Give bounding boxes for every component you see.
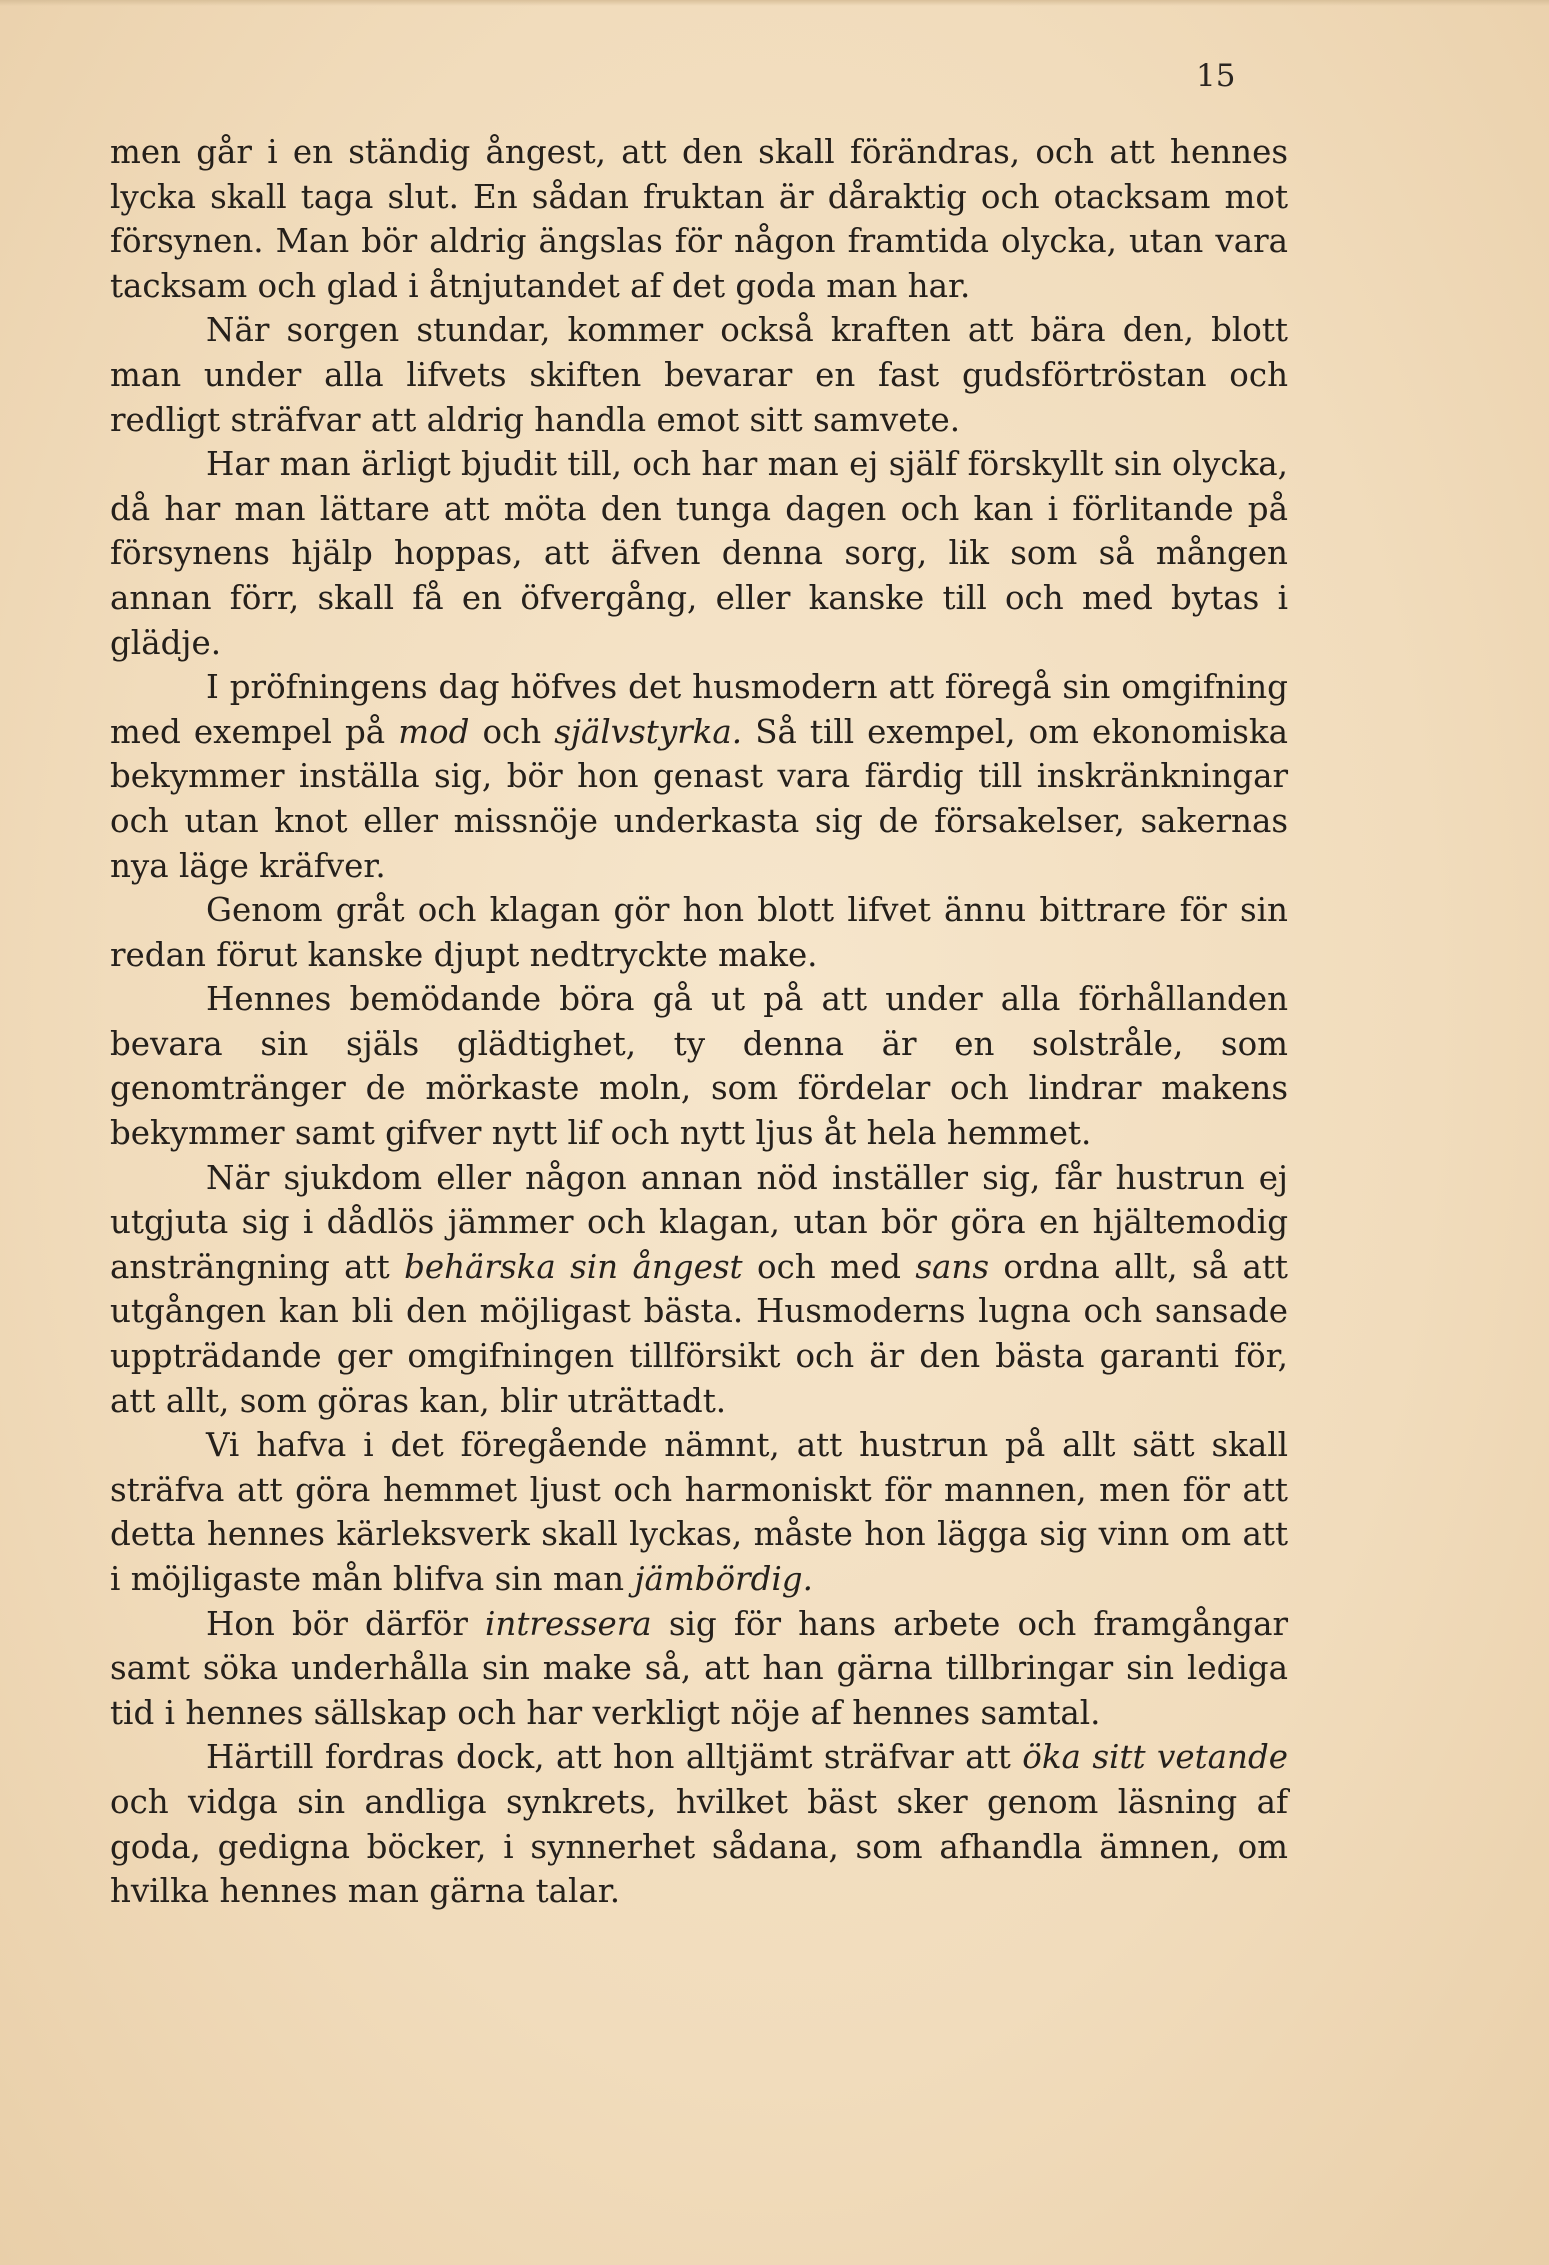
paragraph <box>110 1735 1288 1913</box>
paragraph <box>110 442 1288 665</box>
emphasis-sjalvstyrka: självstyrka. <box>554 712 743 751</box>
text-run: I pröfningens dag höfves det husmodern att föregå sin omgifning med exempel på <box>110 668 1288 751</box>
text-run: Genom gråt och klagan gör hon blott lifvet ännu bittrare för sin redan förut kanske djupt nedtryckte make. <box>110 891 1288 974</box>
text-run: Har man ärligt bjudit till, och har man ej själf förskyllt sin olycka, då har man lättare att möta den tunga dagen och kan i förlitande på försynens hjälp hoppas, att äfven denna sorg, lik som så mången annan förr, skall få en öfvergång, eller kanske till och med bytas i glädje. <box>110 445 1288 662</box>
paragraph <box>110 1602 1288 1736</box>
emphasis-oka-sitt-vetande: öka sitt vetande <box>1022 1738 1289 1777</box>
emphasis-sans: sans <box>915 1247 990 1286</box>
text-run: När sorgen stundar, kommer också kraften att bära den, blott man under alla lifvets skiften bevarar en fast gudsförtröstan och redligt sträfvar att aldrig handla emot sitt samvete. <box>110 311 1288 439</box>
body-text <box>110 130 1288 1914</box>
paragraph <box>110 1423 1288 1601</box>
text-run: och <box>469 712 555 751</box>
text-run: och med <box>742 1247 916 1286</box>
text-run: ordna allt, så att utgången kan bli den möjligast bästa. Husmoderns lugna och sansade uppträdande ger omgifningen tillförsikt och är den bästa garanti för, att allt, som göras kan, blir uträttadt. <box>110 1247 1288 1420</box>
paragraph <box>110 308 1288 442</box>
paragraph <box>110 977 1288 1155</box>
emphasis-jambordig: jämbördig. <box>634 1560 813 1598</box>
text-run: Härtill fordras dock, att hon alltjämt sträfvar att <box>206 1738 1023 1777</box>
text-run: Vi hafva i det föregående nämnt, att hustrun på allt sätt skall sträfva att göra hemmet ljust och harmoniskt för mannen, men för att detta hennes kärleksverk skall lyckas, måste hon lägga sig vinn om att i möjligaste mån blifva sin man <box>110 1426 1288 1598</box>
text-run: och vidga sin andliga synkrets, hvilket bäst sker genom läsning af goda, gedigna böcker, i synnerhet sådana, som afhandla ämnen, om hvilka hennes man gärna talar. <box>110 1782 1288 1911</box>
page-number: 15 <box>1196 58 1236 94</box>
emphasis-mod: mod <box>398 712 470 751</box>
text-run: Så till exempel, om ekonomiska bekymmer inställa sig, bör hon genast vara färdig till inskränkningar och utan knot eller missnöje underkasta sig de försakelser, sakernas nya läge kräfver. <box>110 712 1288 885</box>
paragraph <box>110 130 1288 308</box>
emphasis-beharska: behärska sin ångest <box>404 1247 743 1286</box>
paragraph <box>110 1156 1288 1424</box>
page-top-edge <box>0 0 1549 6</box>
text-run: När sjukdom eller någon annan nöd inställer sig, får hustrun ej utgjuta sig i dådlös jämmer och klagan, utan bör göra en hjältemodig ansträngning att <box>110 1158 1288 1286</box>
text-run: men går i en ständig ångest, att den skall förändras, och att hennes lycka skall taga slut. En sådan fruktan är dåraktig och otacksam mot försynen. Man bör aldrig ängslas för någon framtida olycka, utan vara tacksam och glad i åtnjutandet af det goda man har. <box>110 133 1288 305</box>
text-run: sig för hans arbete och framgångar samt söka underhålla sin make så, att han gärna tillbringar sin lediga tid i hennes sällskap och har verkligt nöje af hennes samtal. <box>110 1604 1288 1732</box>
paragraph <box>110 665 1288 888</box>
paragraph <box>110 888 1288 977</box>
text-run: Hennes bemödande böra gå ut på att under alla förhållanden bevara sin själs glädtighet, ty denna är en solstråle, som genomtränger de mörkaste moln, som fördelar och lindrar makens bekymmer samt gifver nytt lif och nytt ljus åt hela hemmet. <box>110 980 1288 1153</box>
text-run: Hon bör därför <box>206 1604 486 1643</box>
emphasis-intressera: intressera <box>485 1604 652 1643</box>
